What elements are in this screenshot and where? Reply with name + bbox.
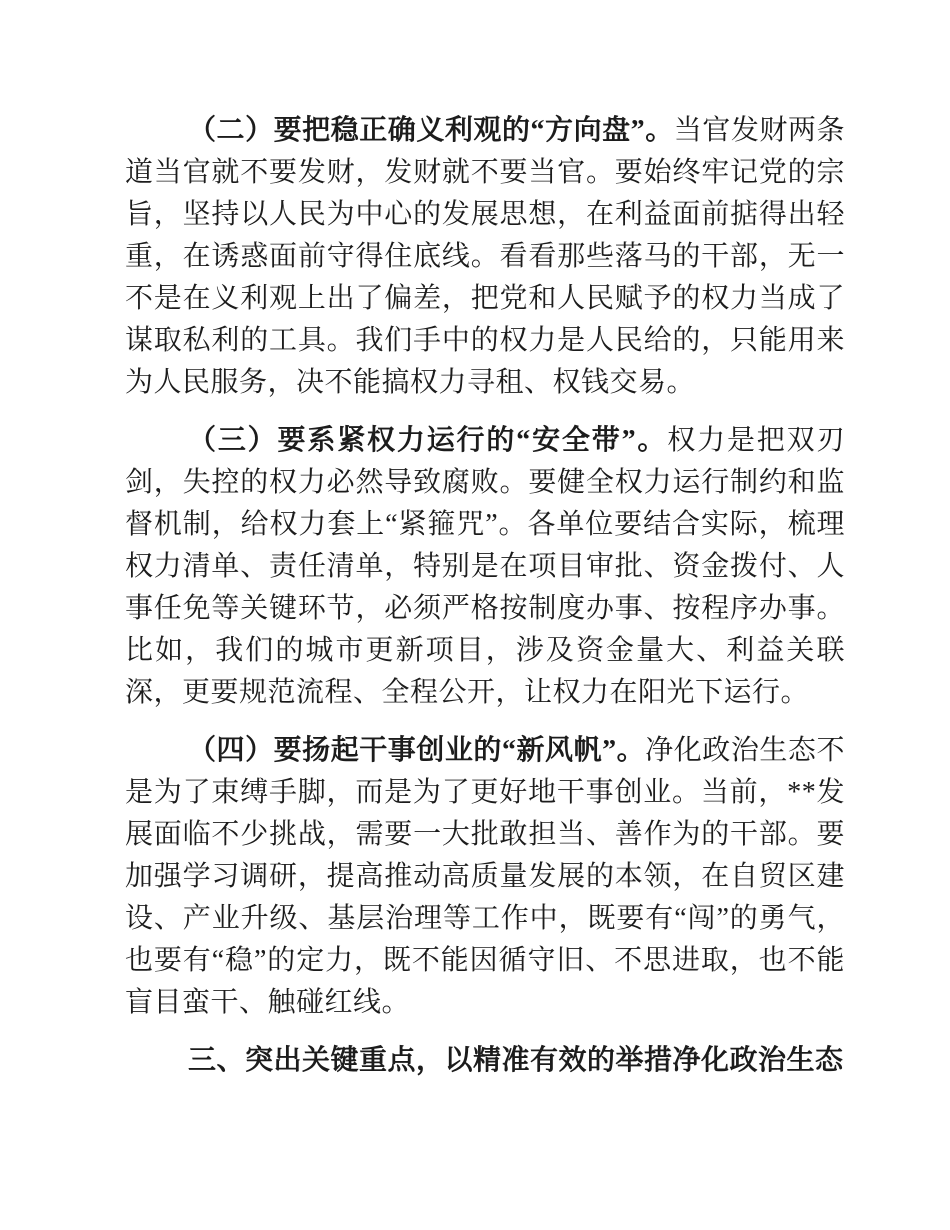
paragraph-2-lead: （二）要把稳正确义利观的“方向盘”。: [188, 115, 674, 146]
paragraph-2-body: 当官发财两条道当官就不要发财，发财就不要当官。要始终牢记党的宗旨，坚持以人民为中心的发展思想，在利益面前掂得出轻重，在诱惑面前守得住底线。看看那些落马的干部，无一不是在义利观上出了偏差，把党和人民赋予的权力当成了谋取私利的工具。我们手中的权力是人民给的，只能用来为人民服务，决不能搞权力寻租、权钱交易。: [125, 115, 845, 398]
paragraph-3: [125, 420, 845, 714]
paragraph-3-lead: （三）要系紧权力运行的“安全带”。: [188, 425, 668, 456]
section-heading: 三、突出关键重点，以精准有效的举措净化政治生态: [188, 1045, 844, 1076]
paragraph-2: [125, 110, 845, 404]
paragraph-3-body: 权力是把双刃剑，失控的权力必然导致腐败。要健全权力运行制约和监督机制，给权力套上“紧箍咒”。各单位要结合实际，梳理权力清单、责任清单，特别是在项目审批、资金拨付、人事任免等关键环节，必须严格按制度办事、按程序办事。比如，我们的城市更新项目，涉及资金量大、利益关联深，更要规范流程、全程公开，让权力在阳光下运行。: [125, 425, 845, 708]
paragraph-4-body: 净化政治生态不是为了束缚手脚，而是为了更好地干事创业。当前，**发展面临不少挑战，需要一大批敢担当、善作为的干部。要加强学习调研，提高推动高质量发展的本领，在自贸区建设、产业升级、基层治理等工作中，既要有“闯”的勇气，也要有“稳”的定力，既不能因循守旧、不思进取，也不能盲目蛮干、触碰红线。: [125, 735, 845, 1018]
paragraph-4-lead: （四）要扬起干事创业的“新风帆”。: [188, 735, 646, 766]
paragraph-4: [125, 730, 845, 1024]
